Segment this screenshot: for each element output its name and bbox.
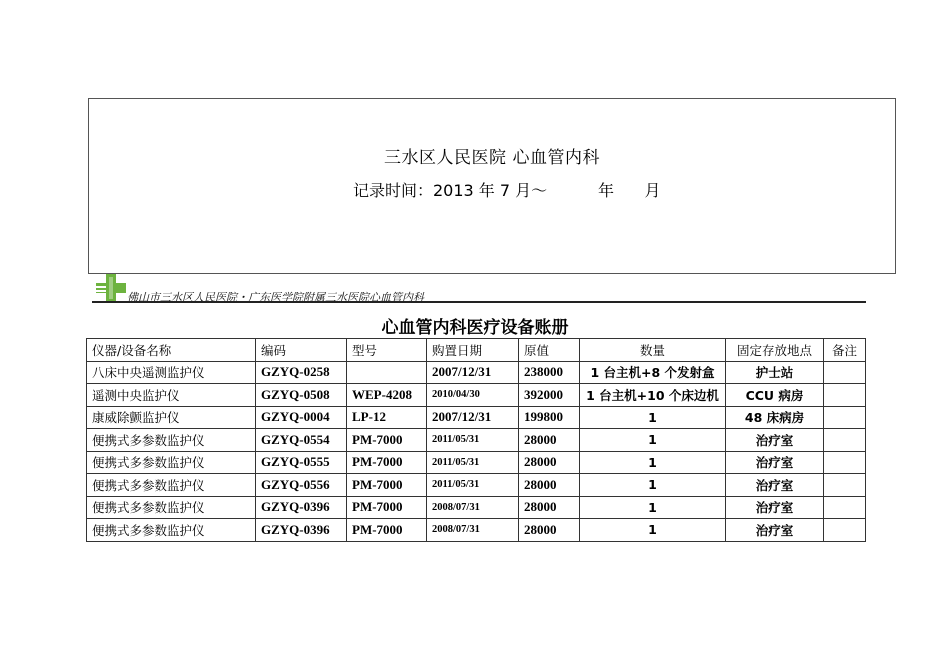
location-cell: 48 床病房 (726, 406, 824, 429)
model-cell: PM-7000 (347, 496, 427, 519)
column-header: 编码 (256, 339, 347, 362)
code-cell: GZYQ-0554 (256, 429, 347, 452)
hospital-header-line: 佛山市三水区人民医院・广东医学院附属三水医院心血管内科 (127, 291, 424, 304)
model-cell: PM-7000 (347, 519, 427, 542)
code-cell: GZYQ-0555 (256, 451, 347, 474)
equipment-ledger-table (86, 338, 866, 542)
location-cell: 治疗室 (726, 451, 824, 474)
model-cell: PM-7000 (347, 474, 427, 497)
header-divider (92, 301, 866, 303)
ledger-title (0, 313, 950, 338)
model-cell: LP-12 (347, 406, 427, 429)
remark-cell (824, 451, 866, 474)
table-row (87, 361, 866, 384)
quantity-cell: 1 (580, 474, 726, 497)
table-row (87, 519, 866, 542)
column-header: 原值 (519, 339, 580, 362)
remark-cell (824, 406, 866, 429)
equipment-name-cell: 八床中央遥测监护仪 (87, 361, 256, 384)
purchase-date-cell: 2011/05/31 (427, 474, 519, 497)
model-cell: PM-7000 (347, 429, 427, 452)
quantity-cell: 1 (580, 406, 726, 429)
quantity-cell: 1 (580, 519, 726, 542)
cover-title: 三水区人民医院 心血管内科 (384, 148, 600, 168)
remark-cell (824, 519, 866, 542)
purchase-date-cell: 2008/07/31 (427, 519, 519, 542)
table-row (87, 406, 866, 429)
original-value-cell: 28000 (519, 519, 580, 542)
column-header: 购置日期 (427, 339, 519, 362)
column-header: 备注 (824, 339, 866, 362)
table-row (87, 496, 866, 519)
column-header: 固定存放地点 (726, 339, 824, 362)
column-header: 仪器/设备名称 (87, 339, 256, 362)
ledger-title-text: 心血管内科医疗设备账册 (381, 318, 569, 338)
model-cell (347, 361, 427, 384)
model-cell: PM-7000 (347, 451, 427, 474)
equipment-name-cell: 便携式多参数监护仪 (87, 496, 256, 519)
location-cell: 治疗室 (726, 496, 824, 519)
purchase-date-cell: 2007/12/31 (427, 406, 519, 429)
remark-cell (824, 496, 866, 519)
purchase-date-cell: 2011/05/31 (427, 451, 519, 474)
location-cell: 护士站 (726, 361, 824, 384)
equipment-name-cell: 便携式多参数监护仪 (87, 451, 256, 474)
location-cell: CCU 病房 (726, 384, 824, 407)
quantity-cell: 1 台主机+8 个发射盒 (580, 361, 726, 384)
quantity-cell: 1 (580, 429, 726, 452)
original-value-cell: 199800 (519, 406, 580, 429)
remark-cell (824, 429, 866, 452)
equipment-name-cell: 便携式多参数监护仪 (87, 474, 256, 497)
location-cell: 治疗室 (726, 474, 824, 497)
original-value-cell: 28000 (519, 451, 580, 474)
table-header-row (87, 339, 866, 362)
table-row (87, 384, 866, 407)
code-cell: GZYQ-0396 (256, 519, 347, 542)
code-cell: GZYQ-0258 (256, 361, 347, 384)
record-time: 记录时间：2013 年 7 月～ 年 月 (353, 181, 661, 200)
ledger-body (87, 339, 866, 542)
remark-cell (824, 474, 866, 497)
table-row (87, 474, 866, 497)
original-value-cell: 28000 (519, 474, 580, 497)
location-cell: 治疗室 (726, 429, 824, 452)
location-cell: 治疗室 (726, 519, 824, 542)
quantity-cell: 1 (580, 451, 726, 474)
code-cell: GZYQ-0396 (256, 496, 347, 519)
code-cell: GZYQ-0556 (256, 474, 347, 497)
cover-box (88, 98, 896, 274)
original-value-cell: 28000 (519, 429, 580, 452)
original-value-cell: 392000 (519, 384, 580, 407)
remark-cell (824, 384, 866, 407)
original-value-cell: 28000 (519, 496, 580, 519)
quantity-cell: 1 台主机+10 个床边机 (580, 384, 726, 407)
purchase-date-cell: 2011/05/31 (427, 429, 519, 452)
hospital-cross-logo-icon (92, 274, 126, 302)
original-value-cell: 238000 (519, 361, 580, 384)
column-header: 型号 (347, 339, 427, 362)
column-header: 数量 (580, 339, 726, 362)
table-row (87, 429, 866, 452)
equipment-name-cell: 便携式多参数监护仪 (87, 519, 256, 542)
quantity-cell: 1 (580, 496, 726, 519)
model-cell: WEP-4208 (347, 384, 427, 407)
code-cell: GZYQ-0004 (256, 406, 347, 429)
equipment-name-cell: 康威除颤监护仪 (87, 406, 256, 429)
code-cell: GZYQ-0508 (256, 384, 347, 407)
equipment-name-cell: 遥测中央监护仪 (87, 384, 256, 407)
remark-cell (824, 361, 866, 384)
purchase-date-cell: 2008/07/31 (427, 496, 519, 519)
equipment-name-cell: 便携式多参数监护仪 (87, 429, 256, 452)
purchase-date-cell: 2007/12/31 (427, 361, 519, 384)
table-row (87, 451, 866, 474)
purchase-date-cell: 2010/04/30 (427, 384, 519, 407)
